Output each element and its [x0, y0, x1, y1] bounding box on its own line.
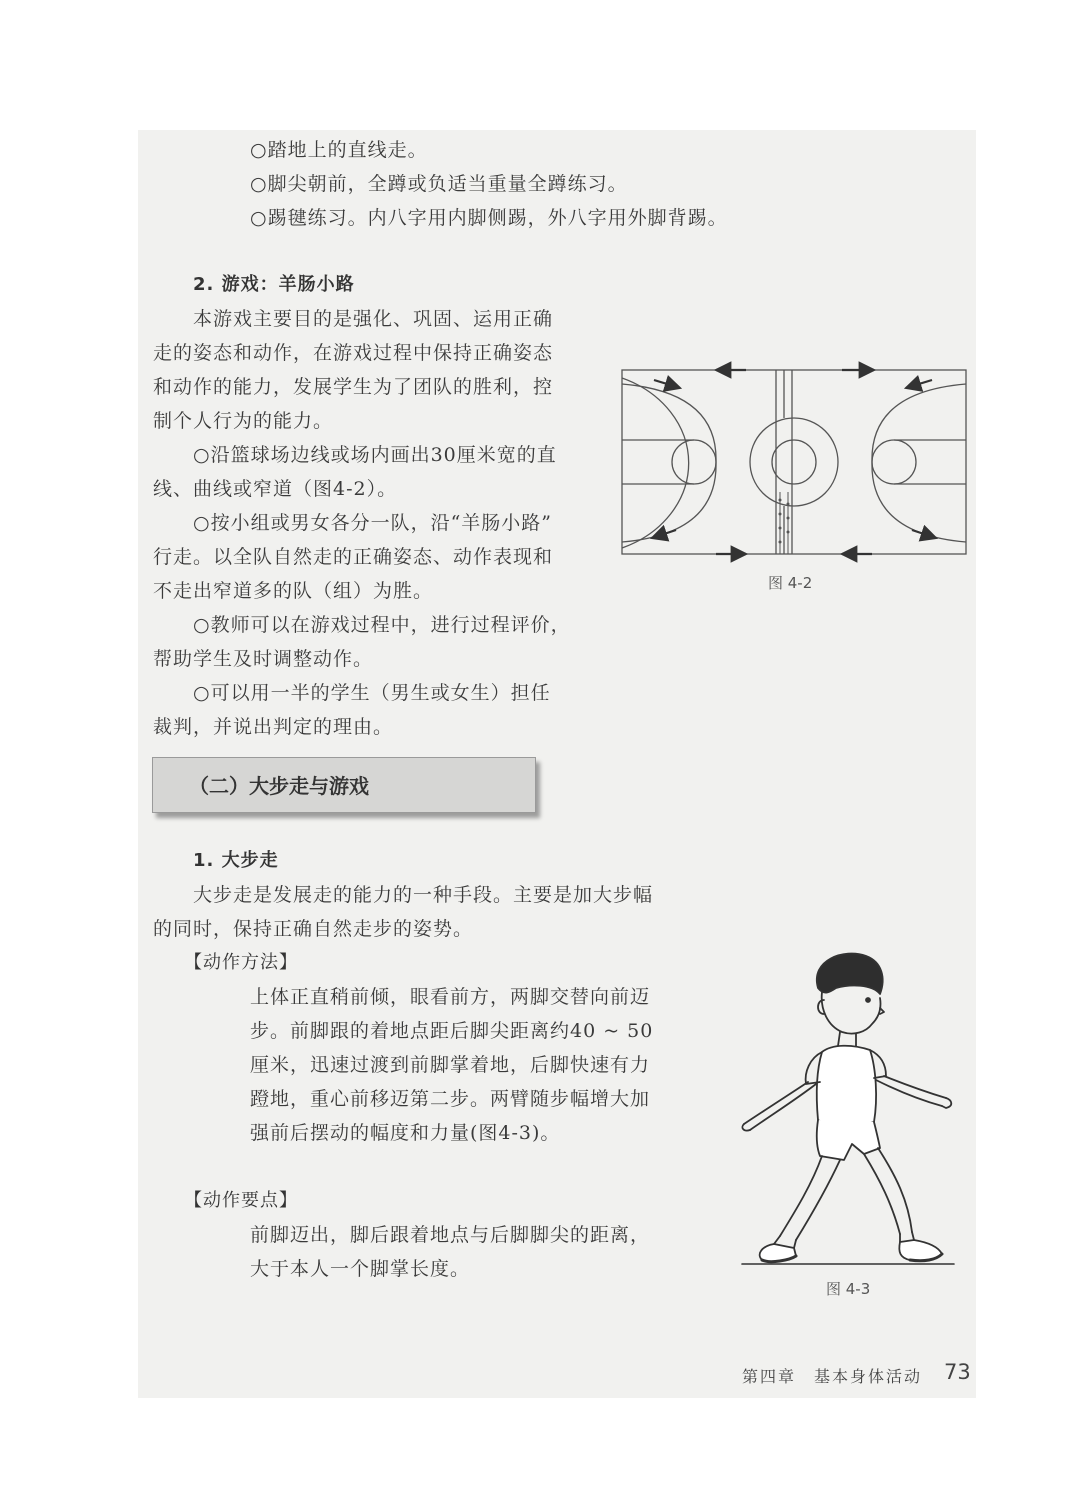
walking-boy-illustration — [740, 948, 960, 1270]
big-step-intro: 的同时，保持正确自然走步的姿势。 — [153, 918, 474, 940]
top-item-3: ○踢毽练习。内八字用内脚侧踢，外八字用外脚背踢。 — [250, 207, 728, 229]
court-diagram — [616, 358, 972, 564]
game-line: ○按小组或男女各分一队，沿“羊肠小路” — [193, 512, 553, 534]
figure-4-3-caption: 图 4-3 — [826, 1280, 871, 1298]
method-line: 厘米，迅速过渡到前脚掌着地，后脚快速有力 — [250, 1054, 651, 1076]
big-step-intro: 大步走是发展走的能力的一种手段。主要是加大步幅 — [193, 884, 654, 906]
method-label: 【动作方法】 — [184, 952, 298, 973]
points-line: 前脚迈出，脚后跟着地点与后脚脚尖的距离， — [250, 1224, 651, 1246]
section-title-box — [152, 757, 536, 813]
points-label: 【动作要点】 — [184, 1190, 298, 1211]
page-number: 73 — [944, 1360, 971, 1384]
game-line: ○教师可以在游戏过程中，进行过程评价， — [193, 614, 571, 636]
figure-4-2-caption: 图 4-2 — [768, 574, 813, 592]
big-step-heading: 1. 大步走 — [193, 850, 279, 871]
points-line: 大于本人一个脚掌长度。 — [250, 1258, 471, 1280]
game-line: 裁判，并说出判定的理由。 — [153, 716, 394, 738]
game-line: 行走。以全队自然走的正确姿态、动作表现和 — [153, 546, 554, 568]
game-line: 制个人行为的能力。 — [153, 410, 334, 432]
top-item-1: ○踏地上的直线走。 — [250, 139, 428, 161]
game-line: 走的姿态和动作，在游戏过程中保持正确姿态 — [153, 342, 554, 364]
method-line: 上体正直稍前倾，眼看前方，两脚交替向前迈 — [250, 986, 651, 1008]
section-title: （二）大步走与游戏 — [189, 774, 369, 798]
method-line: 步。前脚跟的着地点距后脚尖距离约40 ~ 50 — [250, 1020, 654, 1042]
chapter-title: 第四章 基本身体活动 — [742, 1367, 923, 1386]
game-line: 帮助学生及时调整动作。 — [153, 648, 374, 670]
game-line: ○可以用一半的学生（男生或女生）担任 — [193, 682, 551, 704]
top-item-2: ○脚尖朝前，全蹲或负适当重量全蹲练习。 — [250, 173, 628, 195]
game-line: 和动作的能力，发展学生为了团队的胜利，控 — [153, 376, 554, 398]
method-line: 蹬地，重心前移迈第二步。两臂随步幅增大加 — [250, 1088, 651, 1110]
game-line: 本游戏主要目的是强化、巩固、运用正确 — [193, 308, 554, 330]
game-line: 不走出窄道多的队（组）为胜。 — [153, 580, 434, 602]
game-line: ○沿篮球场边线或场内画出30厘米宽的直 — [193, 444, 557, 466]
game-heading: 2. 游戏：羊肠小路 — [193, 274, 355, 295]
method-line: 强前后摆动的幅度和力量(图4-3)。 — [250, 1122, 561, 1144]
game-line: 线、曲线或窄道（图4-2）。 — [153, 478, 398, 500]
